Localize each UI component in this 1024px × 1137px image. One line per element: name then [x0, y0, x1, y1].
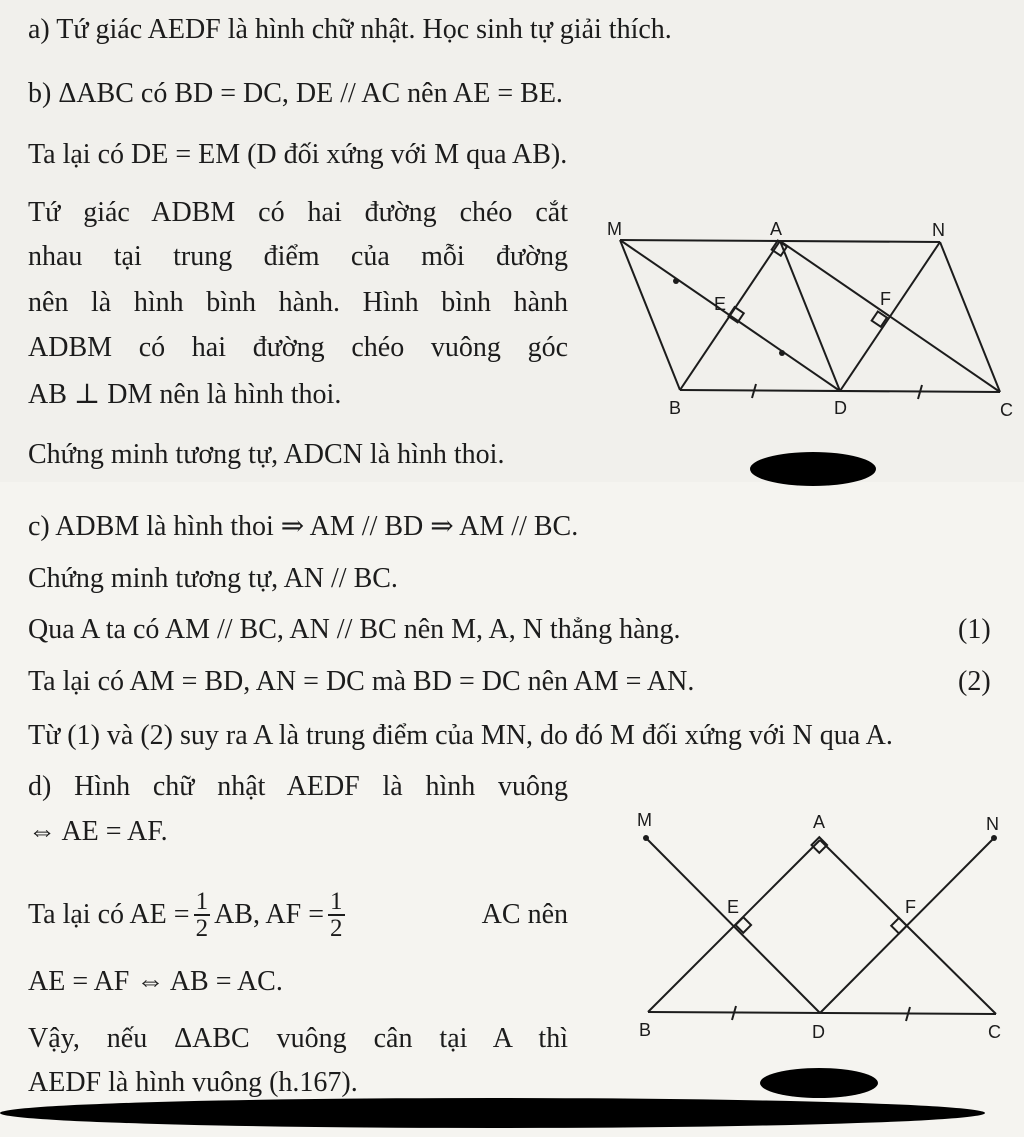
part-b-conclusion: Chứng minh tương tự, ADCN là hình thoi.	[28, 439, 505, 470]
fig1-segment-nc	[940, 242, 1000, 392]
part-c-line-5: Từ (1) và (2) suy ra A là trung điểm của MN, do đó M đối xứng với N qua A.	[28, 720, 893, 751]
part-a-text: a) Tứ giác AEDF là hình chữ nhật. Học sinh tự giải thích.	[28, 14, 672, 45]
fraction-one-half-ab	[194, 889, 211, 941]
part-c-line-1: c) ADBM là hình thoi ⇒ AM // BD ⇒ AM // BC.	[28, 511, 579, 542]
part-b-para-line-4: ADBM có hai đường chéo vuông góc	[28, 332, 568, 363]
fig2-label-n: N	[986, 814, 999, 834]
fig1-label-n: N	[932, 220, 945, 240]
fig2-label-m: M	[637, 810, 652, 830]
fraction-one-half-ac	[328, 889, 345, 941]
equation-number-2: (2)	[958, 666, 991, 697]
fig1-segment-dn	[840, 242, 940, 391]
fig2-label-b: B	[639, 1020, 652, 1040]
figure-square-diagram	[620, 800, 1024, 1050]
redaction-bar-bottom	[0, 1098, 985, 1128]
fig2-point-m	[643, 835, 649, 841]
figure-rhombus-diagram	[596, 208, 1024, 428]
fig1-label-a: A	[770, 219, 783, 239]
fig1-label-b: B	[669, 398, 682, 418]
fig1-segment-mb	[620, 240, 680, 390]
fig2-label-d: D	[812, 1022, 825, 1042]
part-d-eq-suffix: AC nên	[481, 899, 568, 930]
fig1-label-d: D	[834, 398, 847, 418]
fraction-numerator: 1	[195, 888, 209, 915]
fig1-label-m: M	[607, 219, 622, 239]
part-c-line-3: Qua A ta có AM // BC, AN // BC nên M, A, N thẳng hàng.	[28, 614, 681, 645]
fig2-label-c: C	[988, 1022, 1001, 1042]
fig1-mark-me	[673, 278, 679, 284]
fraction-denominator: 2	[330, 915, 343, 942]
fig2-label-a: A	[813, 812, 826, 832]
redaction-mark-bottom	[760, 1068, 878, 1098]
fig1-label-f: F	[880, 289, 891, 309]
part-c-line-4: Ta lại có AM = BD, AN = DC mà BD = DC nên AM = AN.	[28, 666, 695, 697]
fig2-label-f: F	[905, 897, 916, 917]
part-d-line-6: AEDF là hình vuông (h.167).	[28, 1067, 358, 1098]
fig1-segment-ad	[780, 241, 840, 391]
part-d-line-2: ⇔ AE = AF.	[28, 816, 168, 847]
part-b-line-2: Ta lại có DE = EM (D đối xứng với M qua AB).	[28, 139, 568, 170]
fraction-numerator: 1	[330, 888, 343, 915]
fig1-label-c: C	[1000, 400, 1013, 420]
part-d-eq-mid: AB, AF =	[214, 899, 324, 930]
redaction-mark-top	[750, 452, 876, 486]
part-b-line-1: b) ΔABC có BD = DC, DE // AC nên AE = BE.	[28, 78, 563, 109]
part-d-eq-prefix: Ta lại có AE =	[28, 899, 190, 930]
part-d-line-1: d) Hình chữ nhật AEDF là hình vuông	[28, 771, 568, 802]
fig1-mark-ed	[779, 350, 785, 356]
fig2-point-n	[991, 835, 997, 841]
fraction-denominator: 2	[195, 915, 209, 942]
fig1-label-e: E	[714, 294, 727, 314]
part-b-para-line-1: Tứ giác ADBM có hai đường chéo cắt	[28, 197, 568, 228]
part-b-para-line-3: nên là hình bình hành. Hình bình hành	[28, 287, 568, 318]
fig2-right-angle-f	[891, 918, 907, 934]
part-d-line-5: Vậy, nếu ΔABC vuông cân tại A thì	[28, 1023, 568, 1054]
part-d-equation	[28, 880, 568, 950]
part-c-line-2: Chứng minh tương tự, AN // BC.	[28, 563, 398, 594]
part-b-para-line-2: nhau tại trung điểm của mỗi đường	[28, 241, 568, 272]
part-d-line-4: AE = AF ⇔ AB = AC.	[28, 966, 283, 997]
fig2-segment-ac	[820, 840, 996, 1014]
fig2-label-e: E	[727, 897, 740, 917]
part-b-para-line-5: AB ⊥ DM nên là hình thoi.	[28, 379, 342, 410]
equation-number-1: (1)	[958, 614, 991, 645]
